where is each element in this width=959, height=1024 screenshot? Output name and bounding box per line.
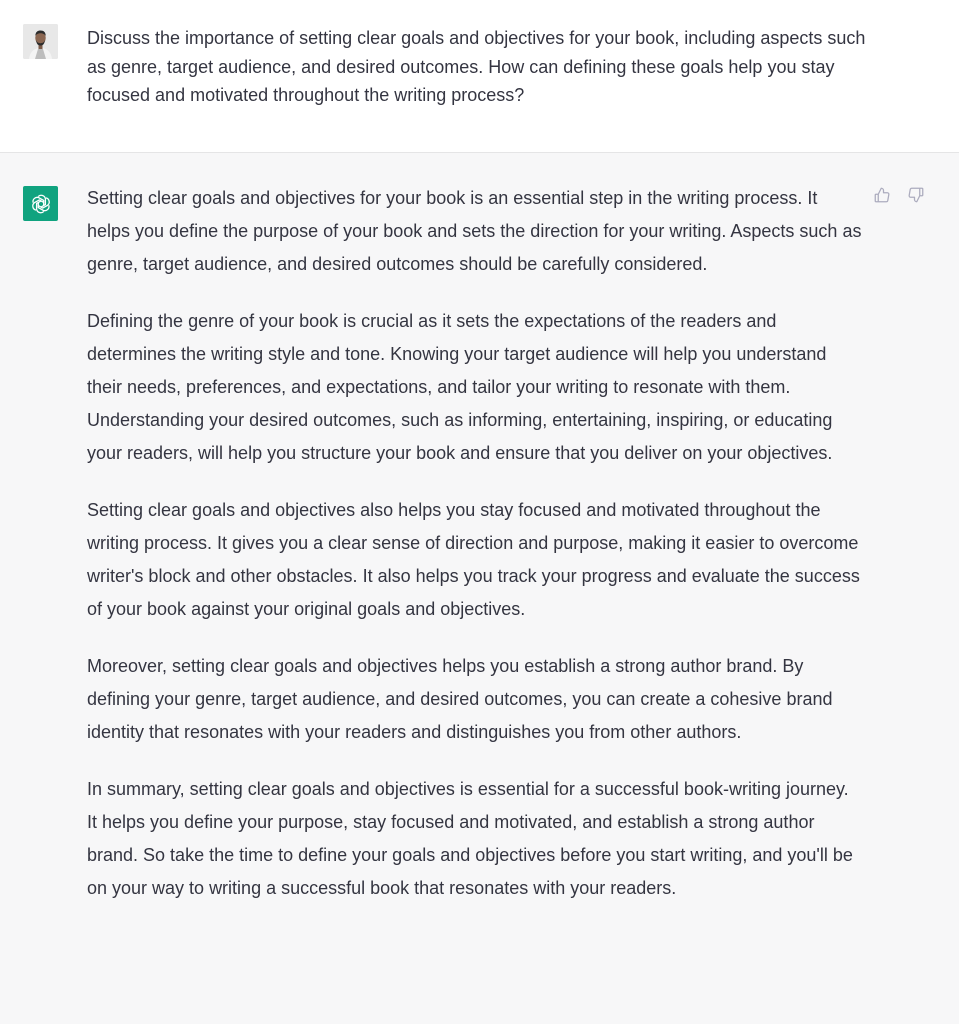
assistant-paragraph: Defining the genre of your book is crucial as it sets the expectations of the readers and determines the writing style and tone. Knowing your target audience will help you understand their needs, preferences, and expectations, and tailor your writing to resonate with them. Understanding your desired outcomes, such as informing, entertaining, inspiring, or educating your readers, will help you structure your book and ensure that you deliver on your objectives. [87, 311, 833, 463]
user-message [0, 0, 959, 153]
assistant-message-text [87, 182, 863, 929]
openai-logo-icon [29, 192, 53, 216]
thumbs-up-button[interactable] [872, 185, 892, 205]
thumbs-down-icon [907, 186, 925, 204]
assistant-paragraph: Moreover, setting clear goals and objectives helps you establish a strong author brand. By defining your genre, target audience, and desired outcomes, you can create a cohesive brand identity that resonates with your readers and distinguishes you from other authors. [87, 656, 833, 742]
assistant-paragraph: Setting clear goals and objectives for your book is an essential step in the writing process. It helps you define the purpose of your book and sets the direction for your writing. Aspects such as genre, target audience, and desired outcomes should be carefully considered. [87, 188, 862, 274]
thumbs-down-button[interactable] [906, 185, 926, 205]
assistant-paragraph: In summary, setting clear goals and objectives is essential for a successful book-writing journey. It helps you define your purpose, stay focused and motivated, and establish a strong author brand. So take the time to define your goals and objectives before you start writing, and you'll be on your way to writing a successful book that resonates with your readers. [87, 779, 853, 898]
assistant-paragraph: Setting clear goals and objectives also helps you stay focused and motivated throughout the writing process. It gives you a clear sense of direction and purpose, making it easier to overcome writer's block and other obstacles. It also helps you track your progress and evaluate the success of your book against your original goals and objectives. [87, 500, 860, 619]
assistant-avatar [23, 186, 58, 221]
user-avatar [23, 24, 58, 59]
user-avatar-icon [23, 24, 58, 59]
thumbs-up-icon [873, 186, 891, 204]
feedback-controls [872, 185, 926, 205]
assistant-message [0, 153, 959, 1024]
user-message-text: Discuss the importance of setting clear goals and objectives for your book, including aspects such as genre, target audience, and desired outcomes. How can defining these goals help you stay focused and motivated throughout the writing process? [87, 28, 866, 105]
